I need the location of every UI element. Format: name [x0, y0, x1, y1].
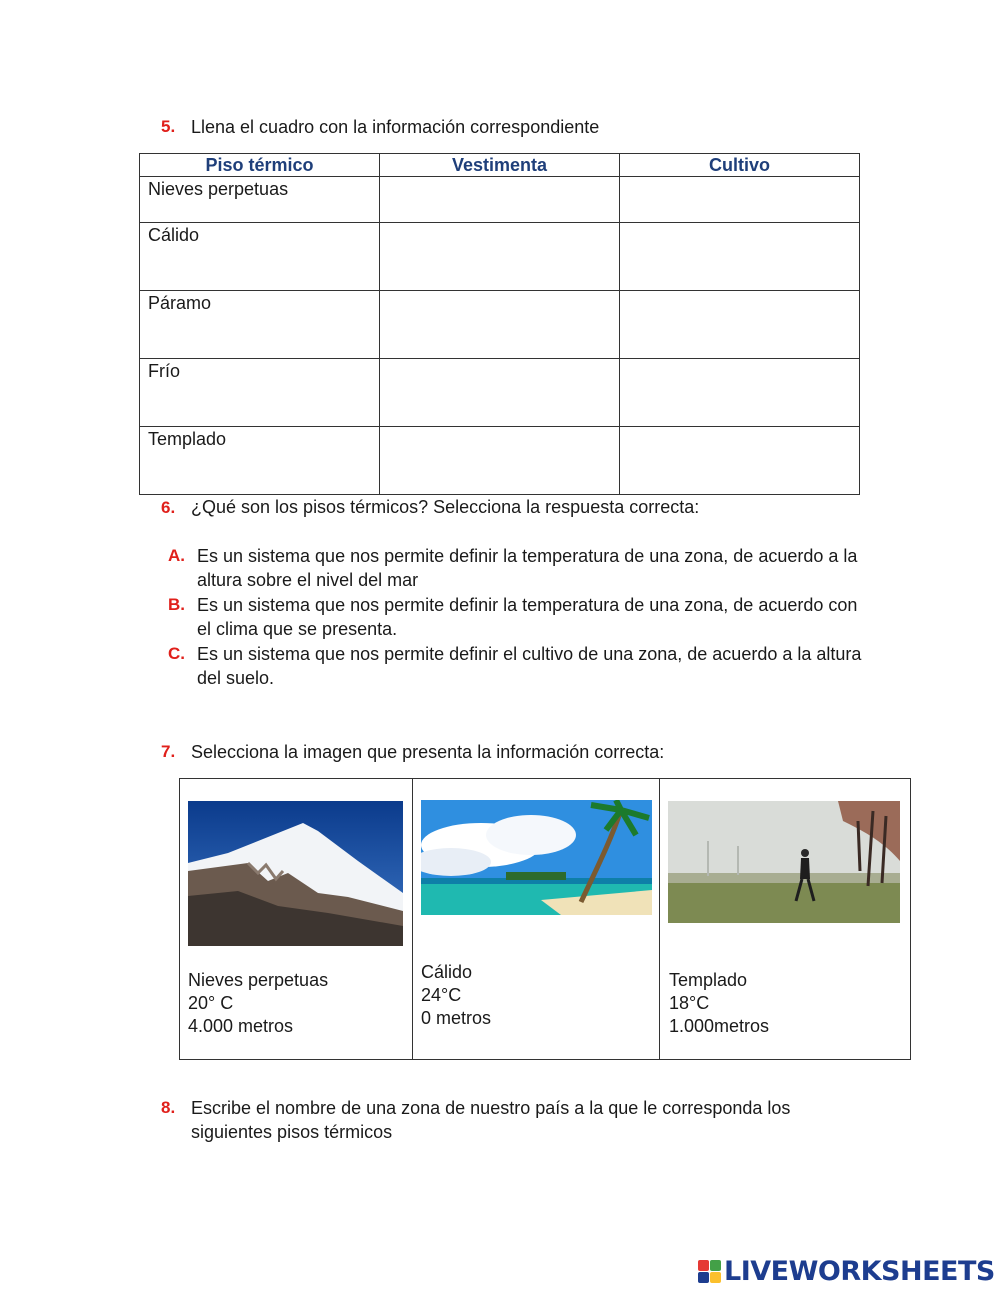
logo-text: LIVEWORKSHEETS: [724, 1256, 995, 1287]
option-b-text[interactable]: Es un sistema que nos permite definir la temperatura de una zona, de acuerdo con el clima que se presenta.: [197, 595, 858, 639]
card-templado-alt: 1.000metros: [669, 1016, 770, 1036]
vestimenta-cell-calido[interactable]: [380, 223, 620, 291]
card-templado-name: Templado: [669, 970, 748, 990]
tropical-beach-image[interactable]: [421, 800, 652, 915]
q5-table: [139, 153, 860, 495]
card-calido-alt: 0 metros: [421, 1008, 492, 1028]
cultivo-cell-frio[interactable]: [620, 359, 860, 427]
q8-text: Escribe el nombre de una zona de nuestro país a la que le corresponda los siguientes pisos térmicos: [191, 1098, 791, 1142]
row-label-paramo: Páramo: [140, 291, 380, 359]
row-label-templado: Templado: [140, 427, 380, 495]
option-a-letter[interactable]: A.: [168, 546, 185, 565]
row-label-nieves: Nieves perpetuas: [140, 177, 380, 223]
q6-text: ¿Qué son los pisos térmicos? Selecciona la respuesta correcta:: [191, 497, 700, 517]
option-a-text[interactable]: Es un sistema que nos permite definir la temperatura de una zona, de acuerdo a la altura sobre el nivel del mar: [197, 546, 858, 590]
option-b-letter[interactable]: B.: [168, 595, 185, 614]
header-vestimenta: Vestimenta: [380, 154, 620, 177]
header-cultivo: Cultivo: [620, 154, 860, 177]
q7-number: 7.: [161, 742, 176, 761]
option-c-letter[interactable]: C.: [168, 644, 185, 663]
card-nieves-temp: 20° C: [188, 993, 234, 1013]
foggy-park-runner-image[interactable]: [668, 801, 900, 923]
header-piso-termico: Piso térmico: [140, 154, 380, 177]
cultivo-cell-nieves[interactable]: [620, 177, 860, 223]
card-calido-temp: 24°C: [421, 985, 462, 1005]
card-nieves[interactable]: [180, 779, 412, 1059]
logo-squares-icon: [698, 1260, 721, 1283]
q8-number: 8.: [161, 1098, 176, 1117]
card-templado[interactable]: [659, 779, 910, 1059]
vestimenta-cell-templado[interactable]: [380, 427, 620, 495]
cultivo-cell-calido[interactable]: [620, 223, 860, 291]
q7-image-table: [179, 778, 911, 1060]
snow-mountain-image[interactable]: [188, 801, 403, 946]
liveworksheets-logo: [698, 1256, 995, 1287]
card-calido-name: Cálido: [421, 962, 473, 982]
vestimenta-cell-frio[interactable]: [380, 359, 620, 427]
option-c-text[interactable]: Es un sistema que nos permite definir el cultivo de una zona, de acuerdo a la altura del suelo.: [197, 644, 862, 688]
q5-text: Llena el cuadro con la información correspondiente: [191, 117, 600, 137]
row-label-frio: Frío: [140, 359, 380, 427]
vestimenta-cell-nieves[interactable]: [380, 177, 620, 223]
card-calido[interactable]: [412, 779, 659, 1059]
card-templado-temp: 18°C: [669, 993, 710, 1013]
card-nieves-alt: 4.000 metros: [188, 1016, 294, 1036]
row-label-calido: Cálido: [140, 223, 380, 291]
cultivo-cell-templado[interactable]: [620, 427, 860, 495]
card-nieves-name: Nieves perpetuas: [188, 970, 329, 990]
q6-number: 6.: [161, 498, 176, 517]
q7-text: Selecciona la imagen que presenta la información correcta:: [191, 742, 665, 762]
vestimenta-cell-paramo[interactable]: [380, 291, 620, 359]
q5-number: 5.: [161, 117, 176, 136]
cultivo-cell-paramo[interactable]: [620, 291, 860, 359]
